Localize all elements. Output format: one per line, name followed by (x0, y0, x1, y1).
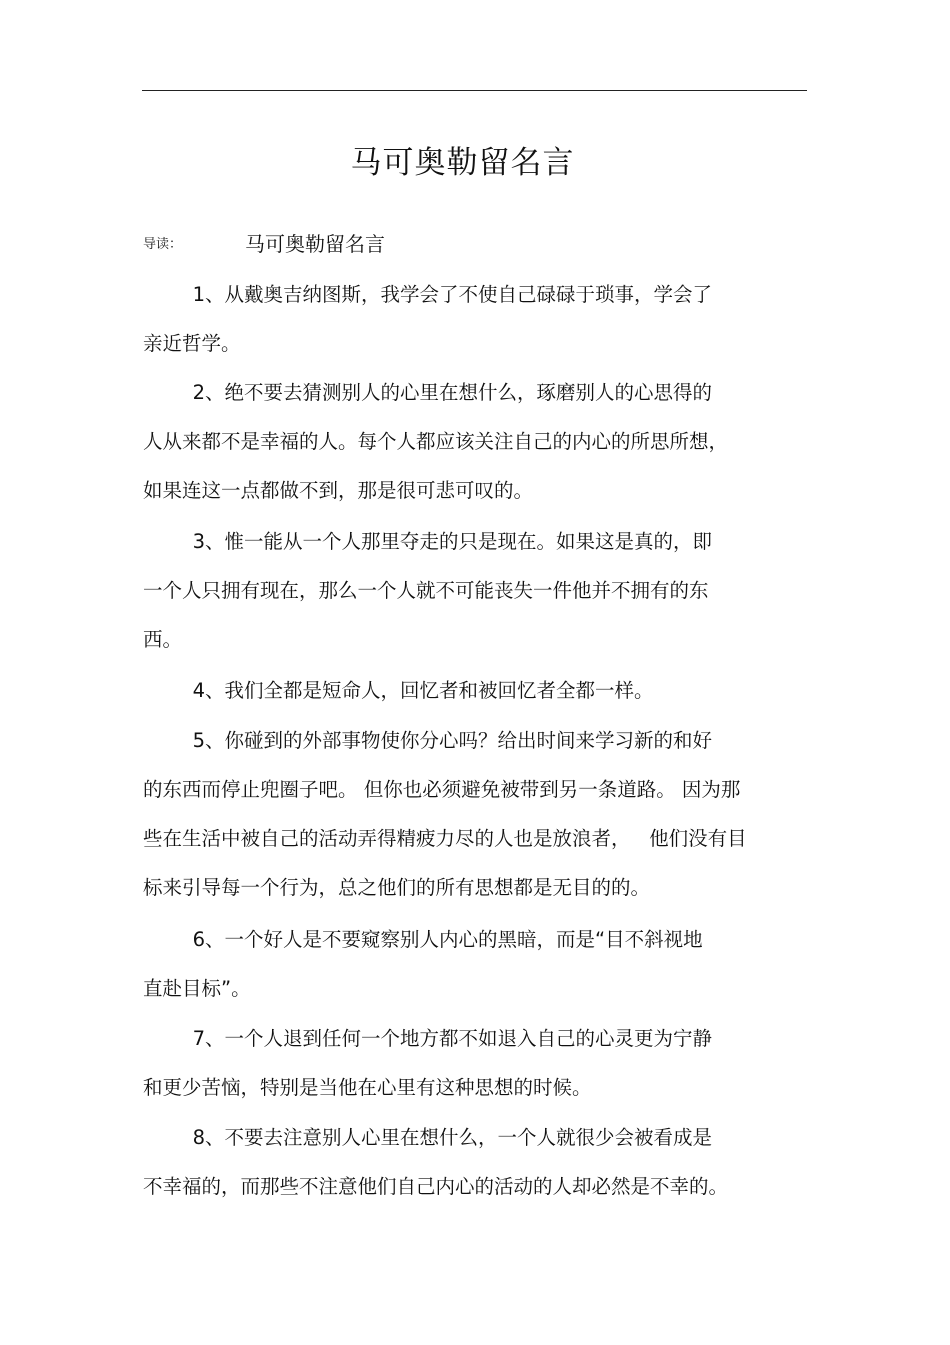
quote-paragraph-3: 3、惟一能从一个人那里夺走的只是现在。如果这是真的，即 一个人只拥有现在，那么一个人就不可能丧失一件他并不拥有的东 西。 (143, 530, 713, 651)
quote-paragraph-4: 4、我们全都是短命人，回忆者和被回忆者全都一样。 (143, 679, 654, 702)
quote-paragraph-6: 6、一个好人是不要窥察别人内心的黑暗，而是“目不斜视地 直赴目标”。 (143, 928, 703, 1000)
quote-paragraph-7: 7、一个人退到任何一个地方都不如退入自己的心灵更为宁静 和更少苦恼，特别是当他在心里有这种思想的时候。 (143, 1027, 713, 1099)
document-title: 马可奥勒留名言 (350, 145, 575, 181)
quote-paragraph-5: 5、你碰到的外部事物使你分心吗？给出时间来学习新的和好 的东西而停止兜圈子吧。 但你也必须避免被带到另一条道路。 因为那 些在生活中被自己的活动弄得精疲力尽的人也是放浪者， 他们没有目 标来引导每一个行为，总之他们的所有思想都是无目的的。 (143, 729, 747, 899)
lead-label: 导读： (143, 237, 183, 252)
quote-paragraph-2: 2、绝不要去猜测别人的心里在想什么，琢磨别人的心思得的 人从来都不是幸福的人。每个人都应该关注自己的内心的所思所想， 如果连这一点都做不到，那是很可悲可叹的。 (143, 381, 729, 502)
quote-paragraph-8: 8、不要去注意别人心里在想什么，一个人就很少会被看成是 不幸福的，而那些不注意他们自己内心的活动的人却必然是不幸的。 (143, 1126, 729, 1198)
quote-paragraph-1: 1、从戴奥吉纳图斯，我学会了不使自己碌碌于琐事，学会了 亲近哲学。 (143, 283, 713, 355)
header-rule (142, 90, 807, 91)
lead-text: 马可奥勒留名言 (245, 232, 385, 256)
